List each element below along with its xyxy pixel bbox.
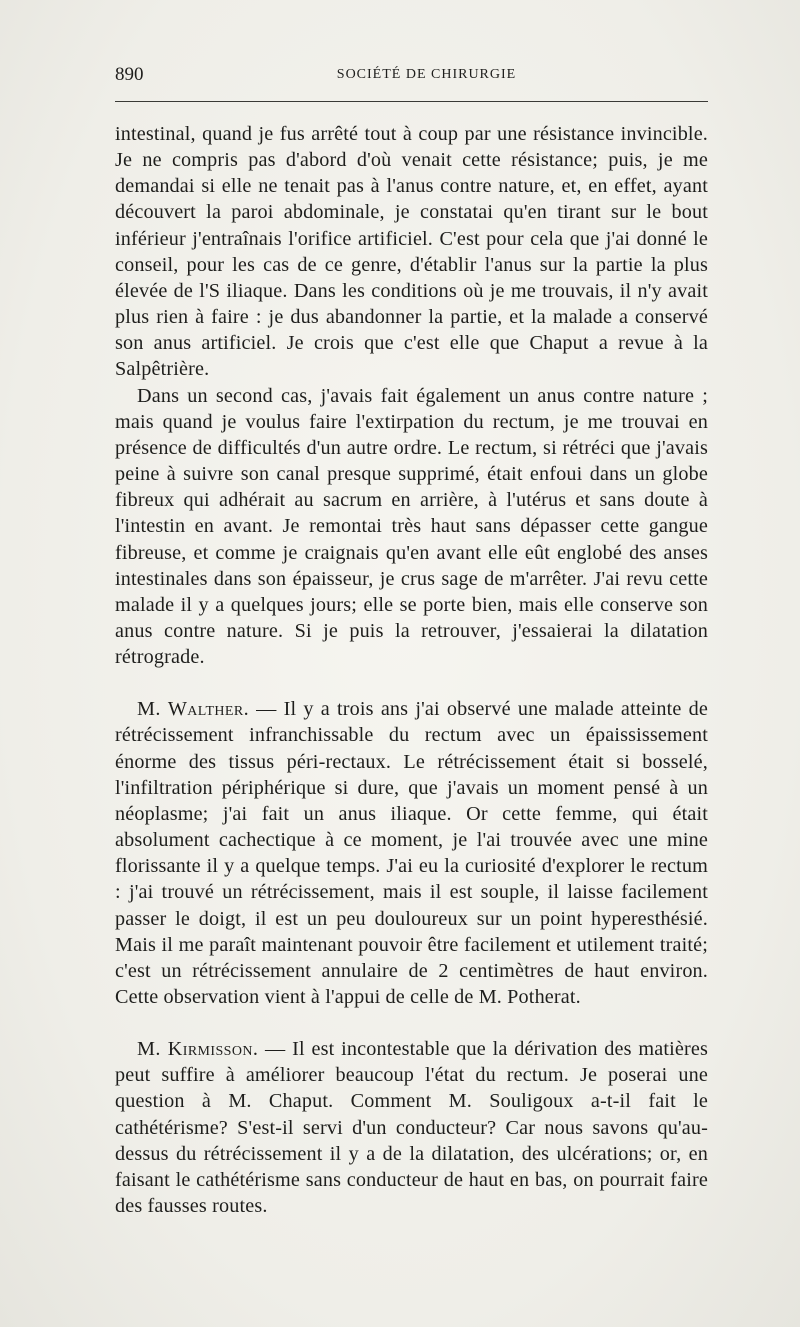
page-header bbox=[115, 64, 708, 90]
paragraph-continuation: intestinal, quand je fus arrêté tout à coup par une résistance invincible. Je ne compris pas d'abord d'où venait cette résistance; puis, je me demandai si elle ne tenait pas à l'anus contre nature, et, en effet, ayant découvert la paroi abdominale, je constatai qu'en tirant sur le bout inférieur j'entraînais l'orifice artificiel. C'est pour cela que j'ai donné le conseil, pour les cas de ce genre, d'établir l'anus sur la partie la plus élevée de l'S iliaque. Dans les conditions où je me trouvais, il n'y avait plus rien à faire : je dus abandonner la partie, et la malade a conservé son anus artificiel. Je crois que c'est elle que Chaput a revue à la Salpêtrière. bbox=[115, 123, 708, 381]
speaker-name: M. Walther. bbox=[137, 698, 250, 721]
running-title: SOCIÉTÉ DE CHIRURGIE bbox=[336, 67, 517, 82]
paragraph-walther bbox=[115, 696, 708, 1010]
header-rule bbox=[115, 101, 708, 102]
speaker-name: M. Kirmisson. bbox=[137, 1038, 259, 1061]
paragraph-kirmisson bbox=[115, 1036, 708, 1219]
paragraph-text: — Il y a trois ans j'ai observé une malade atteinte de rétrécissement infranchissable du rectum avec un épaississement énorme des tissus péri-rectaux. Le rétrécissement était si bosselé, l'infiltration périphérique si dure, que j'avais un moment pensé à un néoplasme; j'ai fait un anus iliaque. Or cette femme, qui était absolument cachectique à ce moment, je l'ai trouvée avec une mine florissante il y a quelque temps. J'ai eu la curiosité d'explorer le rectum : j'ai trouvé un rétrécissement, mais il est souple, il laisse facilement passer le doigt, il est un peu douloureux sur un point hyperesthésié. Mais il me paraît maintenant pouvoir être facilement et utilement traité; c'est un rétrécissement annulaire de 2 centimètres de haut environ. Cette observation vient à l'appui de celle de M. Potherat. bbox=[115, 698, 708, 1008]
paragraph-second-case: Dans un second cas, j'avais fait également un anus contre nature ; mais quand je voulus faire l'extirpation du rectum, je me trouvai en présence de difficultés d'un autre ordre. Le rectum, si rétréci que j'avais peine à suivre son canal presque supprimé, était enfoui dans un globe fibreux qui adhérait au sacrum en arrière, à l'utérus et sans doute à l'intestin en avant. Je remontai très haut sans dépasser cette gangue fibreuse, et comme je craignais qu'en avant elle eût englobé des anses intestinales dans son épaisseur, je crus sage de m'arrêter. J'ai revu cette malade il y a quelques jours; elle se porte bien, mais elle conserve son anus contre nature. Si je puis la retrouver, j'essaierai la dilatation rétrograde. bbox=[115, 384, 708, 669]
body-text bbox=[115, 121, 708, 1219]
paragraph-text: — Il est incontestable que la dérivation des matières peut suffire à améliorer beaucoup l'état du rectum. Je poserai une question à M. Chaput. Comment M. Souligoux a-t-il fait le cathétérisme? S'est-il servi d'un conducteur? Car nous savons qu'au-dessus du rétrécissement il y a de la dilatation, des ulcérations; or, en faisant le cathétérisme sans conducteur de haut en bas, on pourrait faire des fausses routes. bbox=[115, 1038, 708, 1218]
page-number: 890 bbox=[115, 64, 144, 85]
